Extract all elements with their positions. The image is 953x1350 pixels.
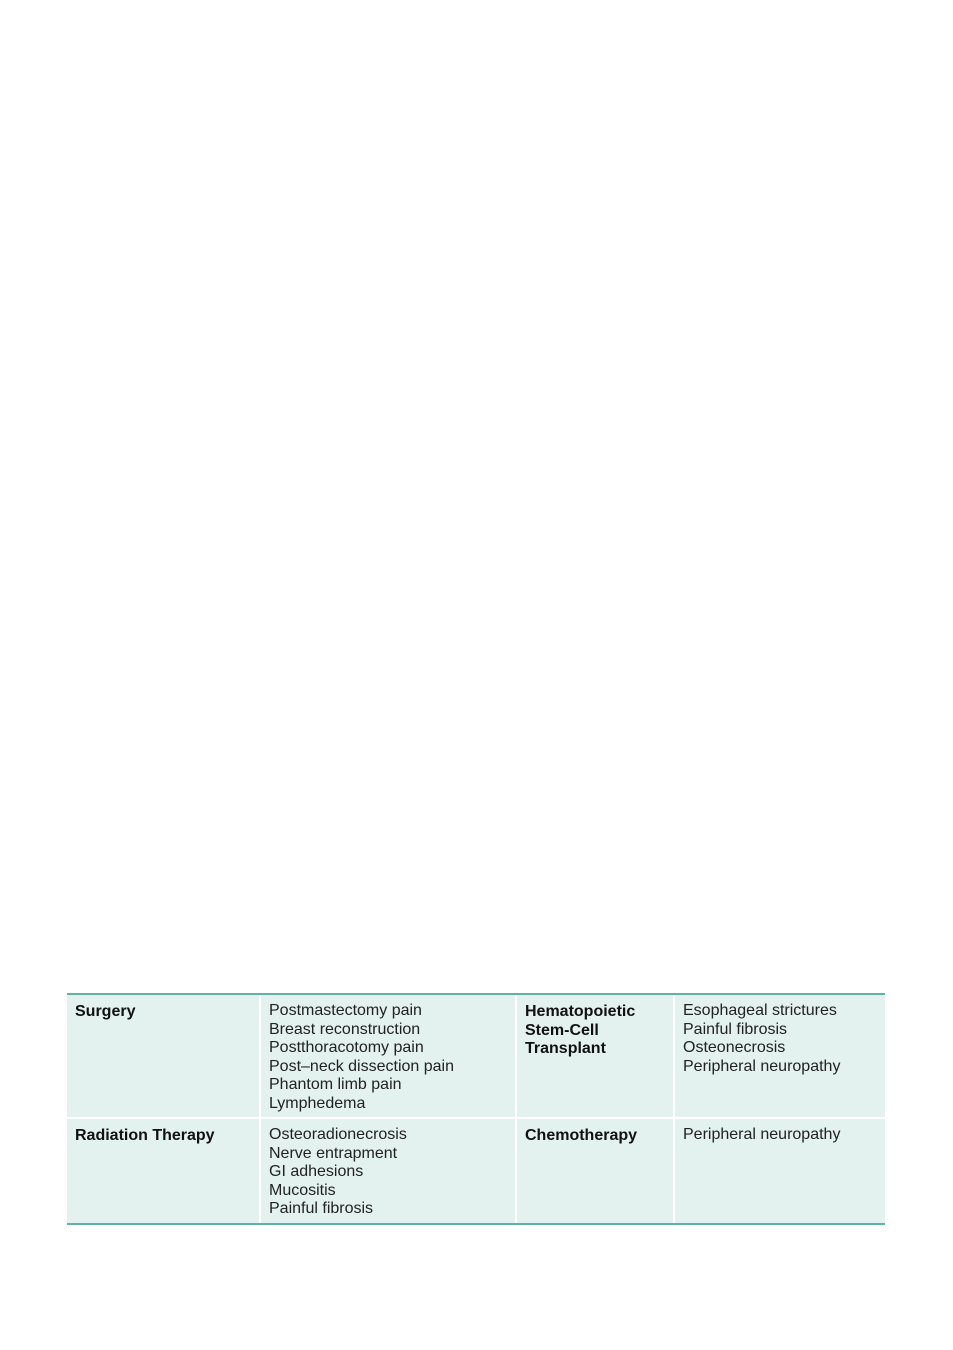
list-item: Breast reconstruction xyxy=(269,1020,421,1038)
list-item: Nerve entrapment xyxy=(269,1144,398,1162)
list-item: Postmastectomy pain xyxy=(269,1002,422,1019)
list-item: Osteonecrosis xyxy=(683,1039,786,1057)
list-item: Postthoracotomy pain xyxy=(269,1039,424,1057)
table-row-heading-chemotherapy xyxy=(517,1117,675,1223)
row-heading-line: Stem-Cell xyxy=(525,1021,599,1039)
list-chemotherapy xyxy=(675,1117,885,1223)
list-hsct xyxy=(675,995,885,1117)
list-item: GI adhesions xyxy=(269,1163,364,1181)
list-radiation xyxy=(261,1117,517,1223)
row-heading: Radiation Therapy xyxy=(75,1127,215,1144)
list-item: Mucositis xyxy=(269,1181,336,1199)
list-item: Esophageal strictures xyxy=(683,1002,837,1019)
row-heading: Chemotherapy xyxy=(525,1127,638,1144)
list-item: Peripheral neuropathy xyxy=(683,1057,841,1075)
treatment-pain-table xyxy=(67,993,885,1225)
list-item: Lymphedema xyxy=(269,1094,366,1112)
row-heading: Surgery xyxy=(75,1003,136,1020)
table-row-heading-radiation xyxy=(67,1117,261,1223)
list-item: Peripheral neuropathy xyxy=(683,1126,841,1143)
list-surgery xyxy=(261,995,517,1117)
list-item: Painful fibrosis xyxy=(683,1020,788,1038)
list-item: Osteoradionecrosis xyxy=(269,1126,407,1143)
table-row-heading-surgery xyxy=(67,995,261,1117)
list-item: Painful fibrosis xyxy=(269,1200,374,1218)
list-item: Phantom limb pain xyxy=(269,1076,402,1094)
list-item: Post–neck dissection pain xyxy=(269,1057,454,1075)
row-heading-line: Hematopoietic xyxy=(525,1003,636,1020)
table-row-heading-hsct xyxy=(517,995,675,1117)
row-heading-line: Transplant xyxy=(525,1040,606,1058)
